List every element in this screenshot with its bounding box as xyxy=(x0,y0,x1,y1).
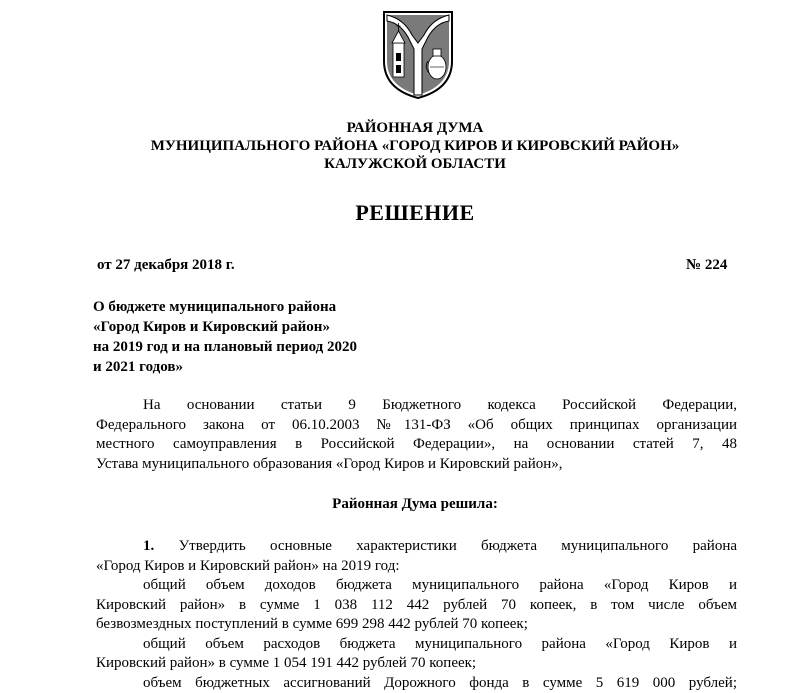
item-1-text: Утвердить основные характеристики бюджета муниципального района xyxy=(179,538,737,554)
item-1-line: «Город Киров и Кировский район» на 2019 год: xyxy=(96,557,737,577)
item-1-line: объем бюджетных ассигнований Дорожного фонда в сумме 5 619 000 рублей; xyxy=(96,674,737,693)
coat-of-arms-emblem xyxy=(378,9,458,101)
subject-line: О бюджете муниципального района xyxy=(93,297,357,317)
header-line-1: РАЙОННАЯ ДУМА xyxy=(0,119,788,137)
preamble-line: Федерального закона от 06.10.2003 №131-ФЗ «Об общих принципах организации xyxy=(96,416,737,436)
item-1-line xyxy=(96,537,737,557)
item-1 xyxy=(96,537,737,693)
item-1-number: 1. xyxy=(143,538,154,554)
subject-line: и 2021 годов» xyxy=(93,357,357,377)
item-1-line: Кировский район» в сумме 1 054 191 442 рублей 70 копеек; xyxy=(96,654,737,674)
decision-subject xyxy=(93,297,357,377)
document-title: РЕШЕНИЕ xyxy=(0,200,788,226)
subject-line: «Город Киров и Кировский район» xyxy=(93,317,357,337)
item-1-line: Кировский район» в сумме 1 038 112 442 рублей 70 копеек, в том числе объем xyxy=(96,596,737,616)
item-1-line: безвозмездных поступлений в сумме 699 298 442 рублей 70 копеек; xyxy=(96,615,737,635)
decision-number: № 224 xyxy=(686,257,727,274)
preamble-line: На основании статьи 9 Бюджетного кодекса Российской Федерации, xyxy=(96,396,737,416)
header-line-3: КАЛУЖСКОЙ ОБЛАСТИ xyxy=(0,155,788,173)
preamble xyxy=(96,396,737,474)
preamble-line: Устава муниципального образования «Город Киров и Кировский район», xyxy=(96,455,737,475)
item-1-line: общий объем доходов бюджета муниципального района «Город Киров и xyxy=(96,576,737,596)
item-1-line: общий объем расходов бюджета муниципального района «Город Киров и xyxy=(96,635,737,655)
decision-date: от 27 декабря 2018 г. xyxy=(97,257,235,274)
preamble-line: местного самоуправления в Российской Федерации», на основании статей 7, 48 xyxy=(96,435,737,455)
subject-line: на 2019 год и на плановый период 2020 xyxy=(93,337,357,357)
header-line-2: МУНИЦИПАЛЬНОГО РАЙОНА «ГОРОД КИРОВ И КИРОВСКИЙ РАЙОН» xyxy=(0,137,788,155)
decided-heading: Районная Дума решила: xyxy=(0,496,788,513)
